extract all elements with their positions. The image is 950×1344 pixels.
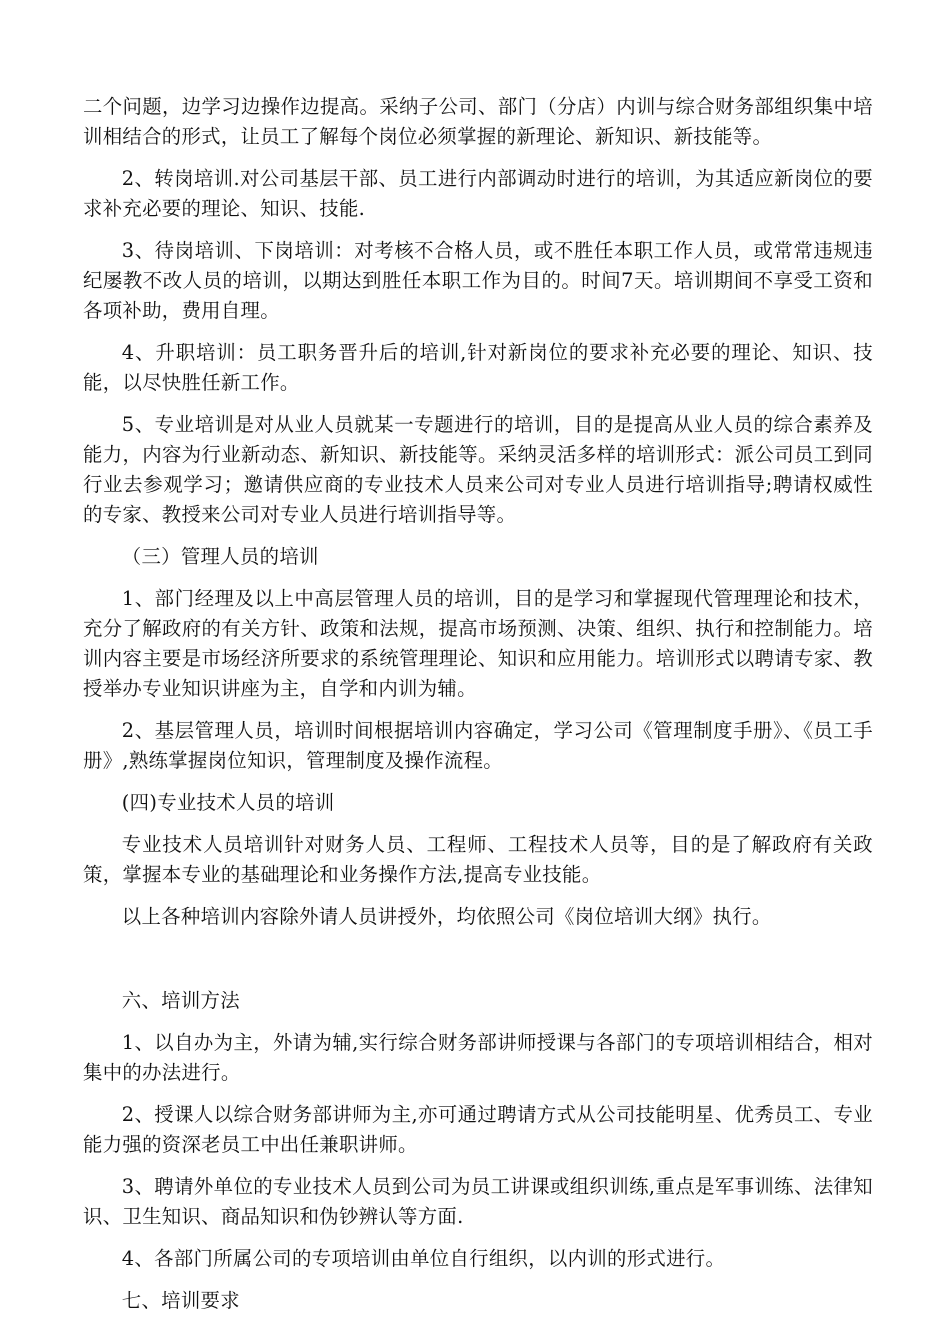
paragraph-method-1: 1、以自办为主，外请为辅,实行综合财务部讲师授课与各部门的专项培训相结合，相对集中的办法进行。 (83, 1031, 873, 1084)
paragraph-junior-management: 2、基层管理人员，培训时间根据培训内容确定，学习公司《管理制度手册》、《员工手册》,熟练掌握岗位知识，管理制度及操作流程。 (83, 719, 873, 772)
document-page (83, 92, 873, 1328)
section-spacer (83, 944, 873, 986)
section-heading-methods: 六、培训方法 (121, 989, 240, 1012)
paragraph-senior-management: 1、部门经理及以上中高层管理人员的培训，目的是学习和掌握现代管理理论和技术，充分了解政府的有关方针、政策和法规，提高市场预测、决策、组织、执行和控制能力。培训内容主要是市场经济所要求的系统管理理论、知识和应用能力。培训形式以聘请专家、教授举办专业知识讲座为主，自学和内训为辅。 (83, 587, 873, 700)
paragraph-method-4: 4、各部门所属公司的专项培训由单位自行组织，以内训的形式进行。 (121, 1247, 726, 1270)
paragraph-technical-staff: 专业技术人员培训针对财务人员、工程师、工程技术人员等，目的是了解政府有关政策，掌握本专业的基础理论和业务操作方法,提高专业技能。 (83, 833, 873, 886)
paragraph-training-outline: 以上各种培训内容除外请人员讲授外，均依照公司《岗位培训大纲》执行。 (121, 905, 772, 928)
paragraph-method-2: 2、授课人以综合财务部讲师为主,亦可通过聘请方式从公司技能明星、优秀员工、专业能力强的资深老员工中出任兼职讲师。 (83, 1103, 873, 1156)
paragraph-promotion-training: 4、升职培训：员工职务晋升后的培训,针对新岗位的要求补充必要的理论、知识、技能，以尽快胜任新工作。 (83, 341, 873, 394)
paragraph-professional-training: 5、专业培训是对从业人员就某一专题进行的培训，目的是提高从业人员的综合素养及能力，内容为行业新动态、新知识、新技能等。采纳灵活多样的培训形式：派公司员工到同行业去参观学习；邀请供应商的专业技术人员来公司对专业人员进行培训指导;聘请权威性的专家、教授来公司对专业人员进行培训指导等。 (83, 413, 873, 526)
section-heading-management: （三）管理人员的培训 (121, 545, 319, 568)
paragraph-standby-training: 3、待岗培训、下岗培训：对考核不合格人员，或不胜任本职工作人员，或常常违规违纪屡教不改人员的培训，以期达到胜任本职工作为目的。时间7天。培训期间不享受工资和各项补助，费用自理。 (83, 239, 873, 322)
paragraph-transfer-training: 2、转岗培训.对公司基层干部、员工进行内部调动时进行的培训，为其适应新岗位的要求补充必要的理论、知识、技能. (83, 167, 873, 220)
paragraph-method-3: 3、聘请外单位的专业技术人员到公司为员工讲课或组织训练,重点是军事训练、法律知识、卫生知识、商品知识和伪钞辨认等方面. (83, 1175, 873, 1228)
paragraph-continuation: 二个问题，边学习边操作边提高。采纳子公司、部门（分店）内训与综合财务部组织集中培训相结合的形式，让员工了解每个岗位必须掌握的新理论、新知识、新技能等。 (83, 95, 873, 148)
section-heading-technical: (四)专业技术人员的培训 (121, 791, 335, 814)
section-heading-requirements: 七、培训要求 (121, 1289, 240, 1312)
